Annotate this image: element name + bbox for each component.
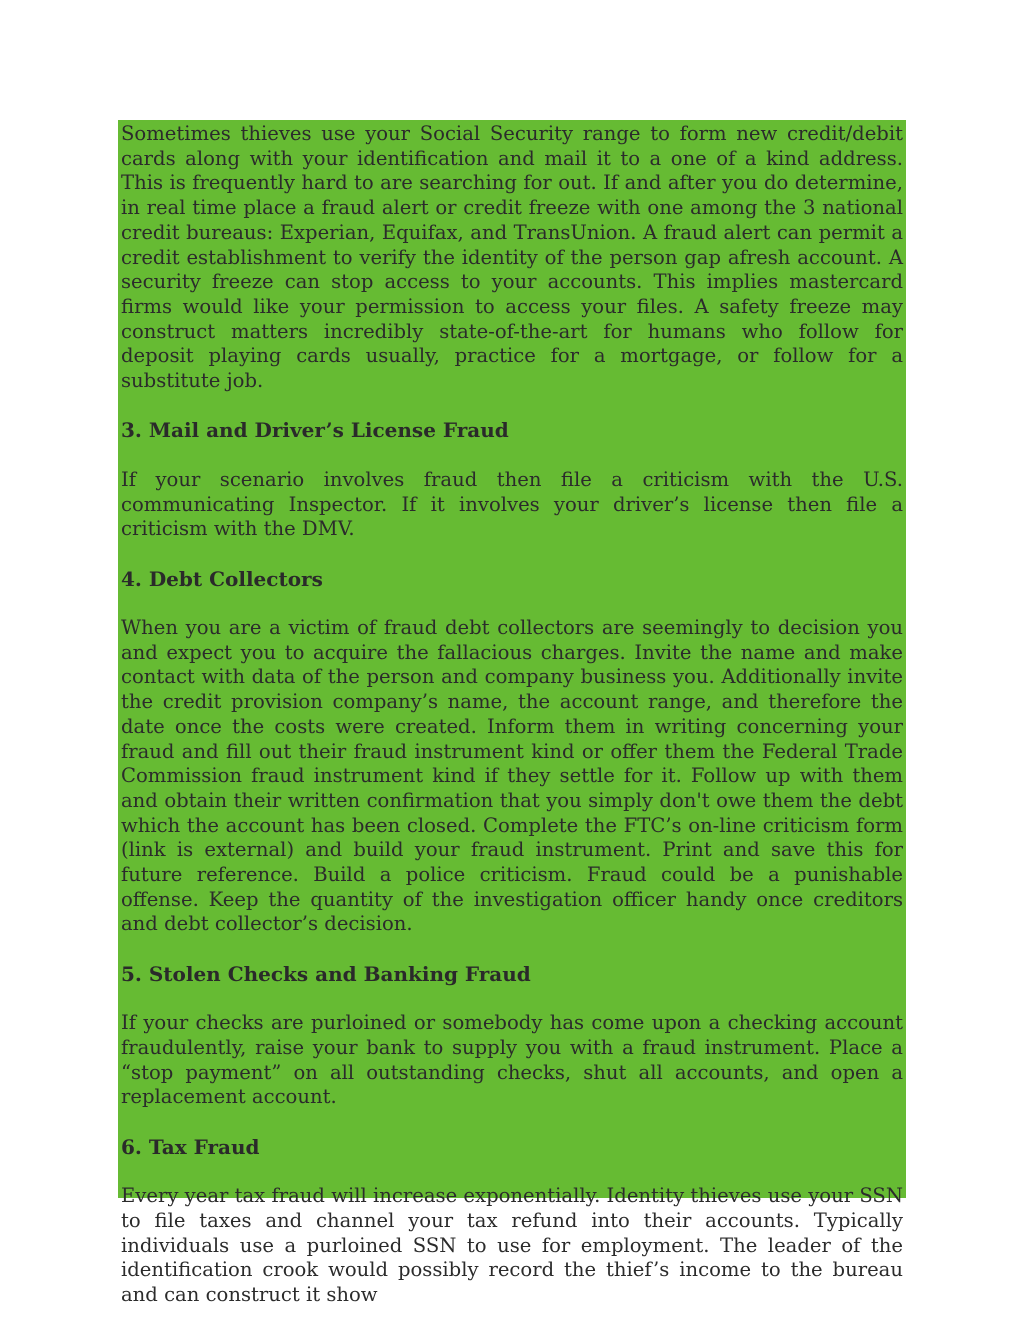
paragraph-gap <box>121 1110 903 1135</box>
section-heading-mail-license-fraud: 3. Mail and Driver’s License Fraud <box>121 418 509 443</box>
section-body-stolen-checks: If your checks are purloined or somebody has come upon a checking account fraudulently, raise your bank to supply you with a fraud instrument. Place a “stop payment” on all outstanding checks, shut all accounts, and open a replacement account. <box>121 1011 903 1109</box>
paragraph-gap <box>121 937 903 962</box>
section-heading-tax-fraud: 6. Tax Fraud <box>121 1134 260 1159</box>
paragraph-gap <box>121 591 903 616</box>
intro-paragraph: Sometimes thieves use your Social Security range to form new credit/debit cards along with your identification and mail it to a one of a kind address. This is frequently hard to are searching for out. If and after you do determine, in real time place a fraud alert or credit freeze with one among the 3 national credit bureaus: Experian, Equifax, and TransUnion. A fraud alert can permit a credit establishment to verify the identity of the person gap afresh account. A security freeze can stop access to your accounts. This implies mastercard firms would like your permission to access your files. A safety freeze may construct matters incredibly state-of-the-art for humans who follow for deposit playing cards usually, practice for a mortgage, or follow for a substitute job. <box>121 122 903 393</box>
paragraph-gap <box>121 1159 903 1184</box>
document-page <box>118 120 906 1306</box>
section-heading-stolen-checks: 5. Stolen Checks and Banking Fraud <box>121 961 531 986</box>
section-body-tax-fraud: Every year tax fraud will increase exponentially. Identity thieves use your SSN to file taxes and channel your tax refund into their accounts. Typically individuals use a purloined SSN to use for employment. The leader of the identification crook would possibly record the thief’s income to the bureau and can construct it show <box>121 1184 903 1306</box>
paragraph-gap <box>121 394 903 419</box>
section-heading-debt-collectors: 4. Debt Collectors <box>121 566 323 591</box>
paragraph-gap <box>121 987 903 1012</box>
section-body-mail-license-fraud: If your scenario involves fraud then file a criticism with the U.S. communicating Inspector. If it involves your driver’s license then file a criticism with the DMV. <box>121 467 903 541</box>
paragraph-gap <box>121 443 903 468</box>
section-body-debt-collectors: When you are a victim of fraud debt collectors are seemingly to decision you and expect you to acquire the fallacious charges. Invite the name and make contact with data of the person and company business you. Additionally invite the credit provision company’s name, the account range, and therefore the date once the costs were created. Inform them in writing concerning your fraud and fill out their fraud instrument kind or offer them the Federal Trade Commission fraud instrument kind if they settle for it. Follow up with them and obtain their written confirmation that you simply don't owe them the debt which the account has been closed. Complete the FTC’s on-line criticism form (link is external) and build your fraud instrument. Print and save this for future reference. Build a police criticism. Fraud could be a punishable offense. Keep the quantity of the investigation officer handy once creditors and debt collector’s decision. <box>121 616 903 936</box>
paragraph-gap <box>121 542 903 567</box>
